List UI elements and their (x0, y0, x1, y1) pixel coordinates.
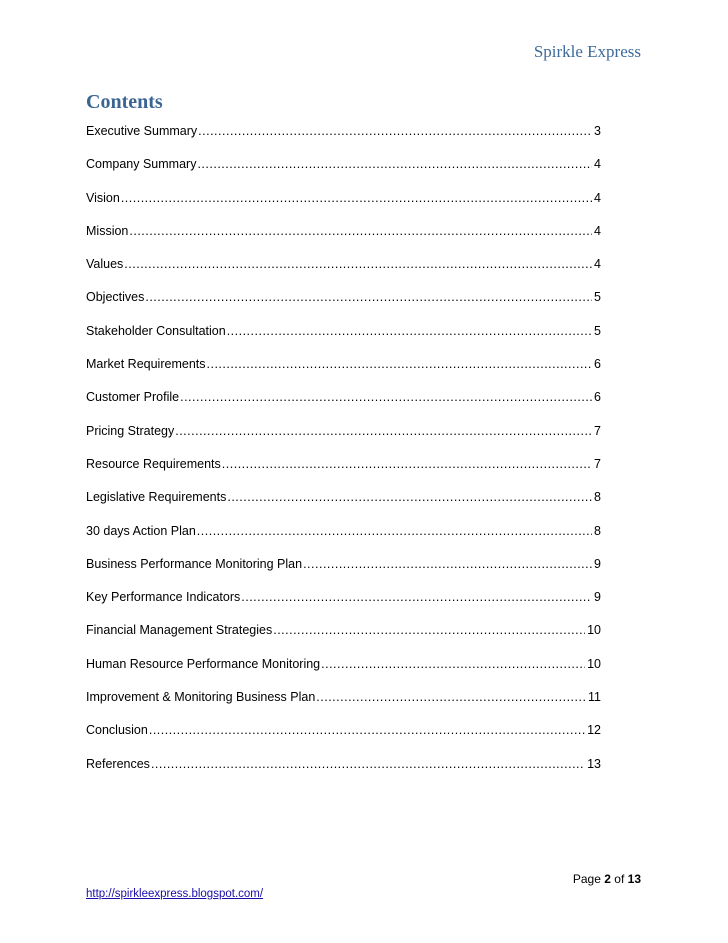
toc-entry[interactable] (86, 324, 601, 357)
toc-entry-page-number: 6 (594, 357, 601, 372)
toc-entry-page-number: 7 (594, 423, 601, 438)
toc-dot-leader (198, 124, 592, 139)
toc-dot-leader (151, 757, 585, 772)
toc-dot-leader (145, 290, 592, 305)
toc-entry-page-number: 10 (587, 623, 601, 638)
toc-dot-leader (273, 623, 585, 638)
toc-dot-leader (241, 590, 592, 605)
toc-dot-leader (197, 524, 592, 539)
contents-heading: Contents (86, 91, 163, 113)
toc-entry[interactable] (86, 690, 601, 723)
toc-entry[interactable] (86, 757, 601, 790)
toc-entry[interactable] (86, 490, 601, 523)
toc-entry-title: Mission (86, 223, 129, 238)
toc-dot-leader (180, 390, 592, 405)
toc-entry-title: References (86, 756, 150, 771)
toc-dot-leader (124, 257, 592, 272)
toc-entry-page-number: 11 (588, 690, 601, 705)
toc-entry-page-number: 5 (594, 323, 601, 338)
toc-dot-leader (121, 191, 592, 206)
page-number (573, 872, 641, 886)
toc-entry-page-number: 4 (594, 257, 601, 272)
current-page-number: 2 (604, 872, 611, 886)
toc-entry[interactable] (86, 723, 601, 756)
toc-entry[interactable] (86, 357, 601, 390)
toc-entry-title: Values (86, 257, 124, 272)
toc-entry-page-number: 8 (594, 523, 601, 538)
toc-entry[interactable] (86, 557, 601, 590)
toc-entry[interactable] (86, 191, 601, 224)
toc-entry[interactable] (86, 124, 601, 157)
toc-dot-leader (227, 490, 592, 505)
toc-entry[interactable] (86, 457, 601, 490)
toc-entry-page-number: 13 (587, 756, 601, 771)
toc-dot-leader (197, 157, 592, 172)
page-label: Page (572, 872, 601, 886)
toc-entry-title: Improvement & Monitoring Business Plan (86, 690, 316, 705)
toc-entry[interactable] (86, 657, 601, 690)
toc-entry-title: Customer Profile (86, 390, 180, 405)
toc-dot-leader (316, 690, 586, 705)
toc-entry-page-number: 5 (594, 290, 601, 305)
toc-dot-leader (207, 357, 593, 372)
toc-dot-leader (175, 424, 592, 439)
toc-entry-title: Legislative Requirements (86, 490, 227, 505)
of-label: of (614, 872, 625, 886)
table-of-contents (86, 124, 601, 790)
toc-entry[interactable] (86, 623, 601, 656)
toc-entry-page-number: 7 (594, 456, 601, 471)
toc-entry-title: Pricing Strategy (86, 423, 175, 438)
toc-entry-title: Stakeholder Consultation (86, 323, 226, 338)
toc-entry[interactable] (86, 290, 601, 323)
toc-entry-title: Executive Summary (86, 124, 198, 138)
toc-dot-leader (303, 557, 592, 572)
blog-url-link[interactable]: http://spirkleexpress.blogspot.com/ (86, 888, 264, 900)
toc-entry-title: Objectives (86, 290, 145, 305)
toc-dot-leader (321, 657, 585, 672)
toc-entry-title: Vision (86, 190, 120, 205)
toc-entry-title: 30 days Action Plan (86, 523, 196, 538)
toc-entry-page-number: 10 (587, 656, 601, 671)
toc-entry-page-number: 9 (594, 590, 601, 605)
toc-entry-title: Company Summary (86, 157, 197, 172)
toc-entry-title: Market Requirements (86, 357, 206, 372)
toc-entry-title: Key Performance Indicators (86, 590, 241, 605)
toc-entry-page-number: 4 (594, 190, 601, 205)
toc-entry-page-number: 9 (594, 556, 601, 571)
toc-entry-title: Resource Requirements (86, 456, 221, 471)
document-header-title: Spirkle Express (533, 42, 641, 61)
toc-entry[interactable] (86, 590, 601, 623)
toc-entry-title: Conclusion (86, 723, 148, 738)
toc-entry-page-number: 6 (594, 390, 601, 405)
toc-entry-page-number: 4 (594, 157, 601, 172)
toc-entry[interactable] (86, 524, 601, 557)
toc-entry[interactable] (86, 224, 601, 257)
toc-entry-page-number: 4 (594, 223, 601, 238)
toc-entry-title: Business Performance Monitoring Plan (86, 556, 303, 571)
total-pages-number: 13 (627, 872, 641, 886)
toc-entry[interactable] (86, 157, 601, 190)
toc-entry-page-number: 12 (587, 723, 601, 738)
toc-entry-page-number: 3 (594, 124, 601, 138)
toc-entry-page-number: 8 (594, 490, 601, 505)
toc-entry[interactable] (86, 390, 601, 423)
toc-dot-leader (222, 457, 592, 472)
toc-entry-title: Human Resource Performance Monitoring (86, 656, 321, 671)
toc-dot-leader (129, 224, 592, 239)
toc-dot-leader (149, 723, 585, 738)
toc-entry[interactable] (86, 424, 601, 457)
toc-entry-title: Financial Management Strategies (86, 623, 273, 638)
toc-dot-leader (227, 324, 592, 339)
toc-entry[interactable] (86, 257, 601, 290)
